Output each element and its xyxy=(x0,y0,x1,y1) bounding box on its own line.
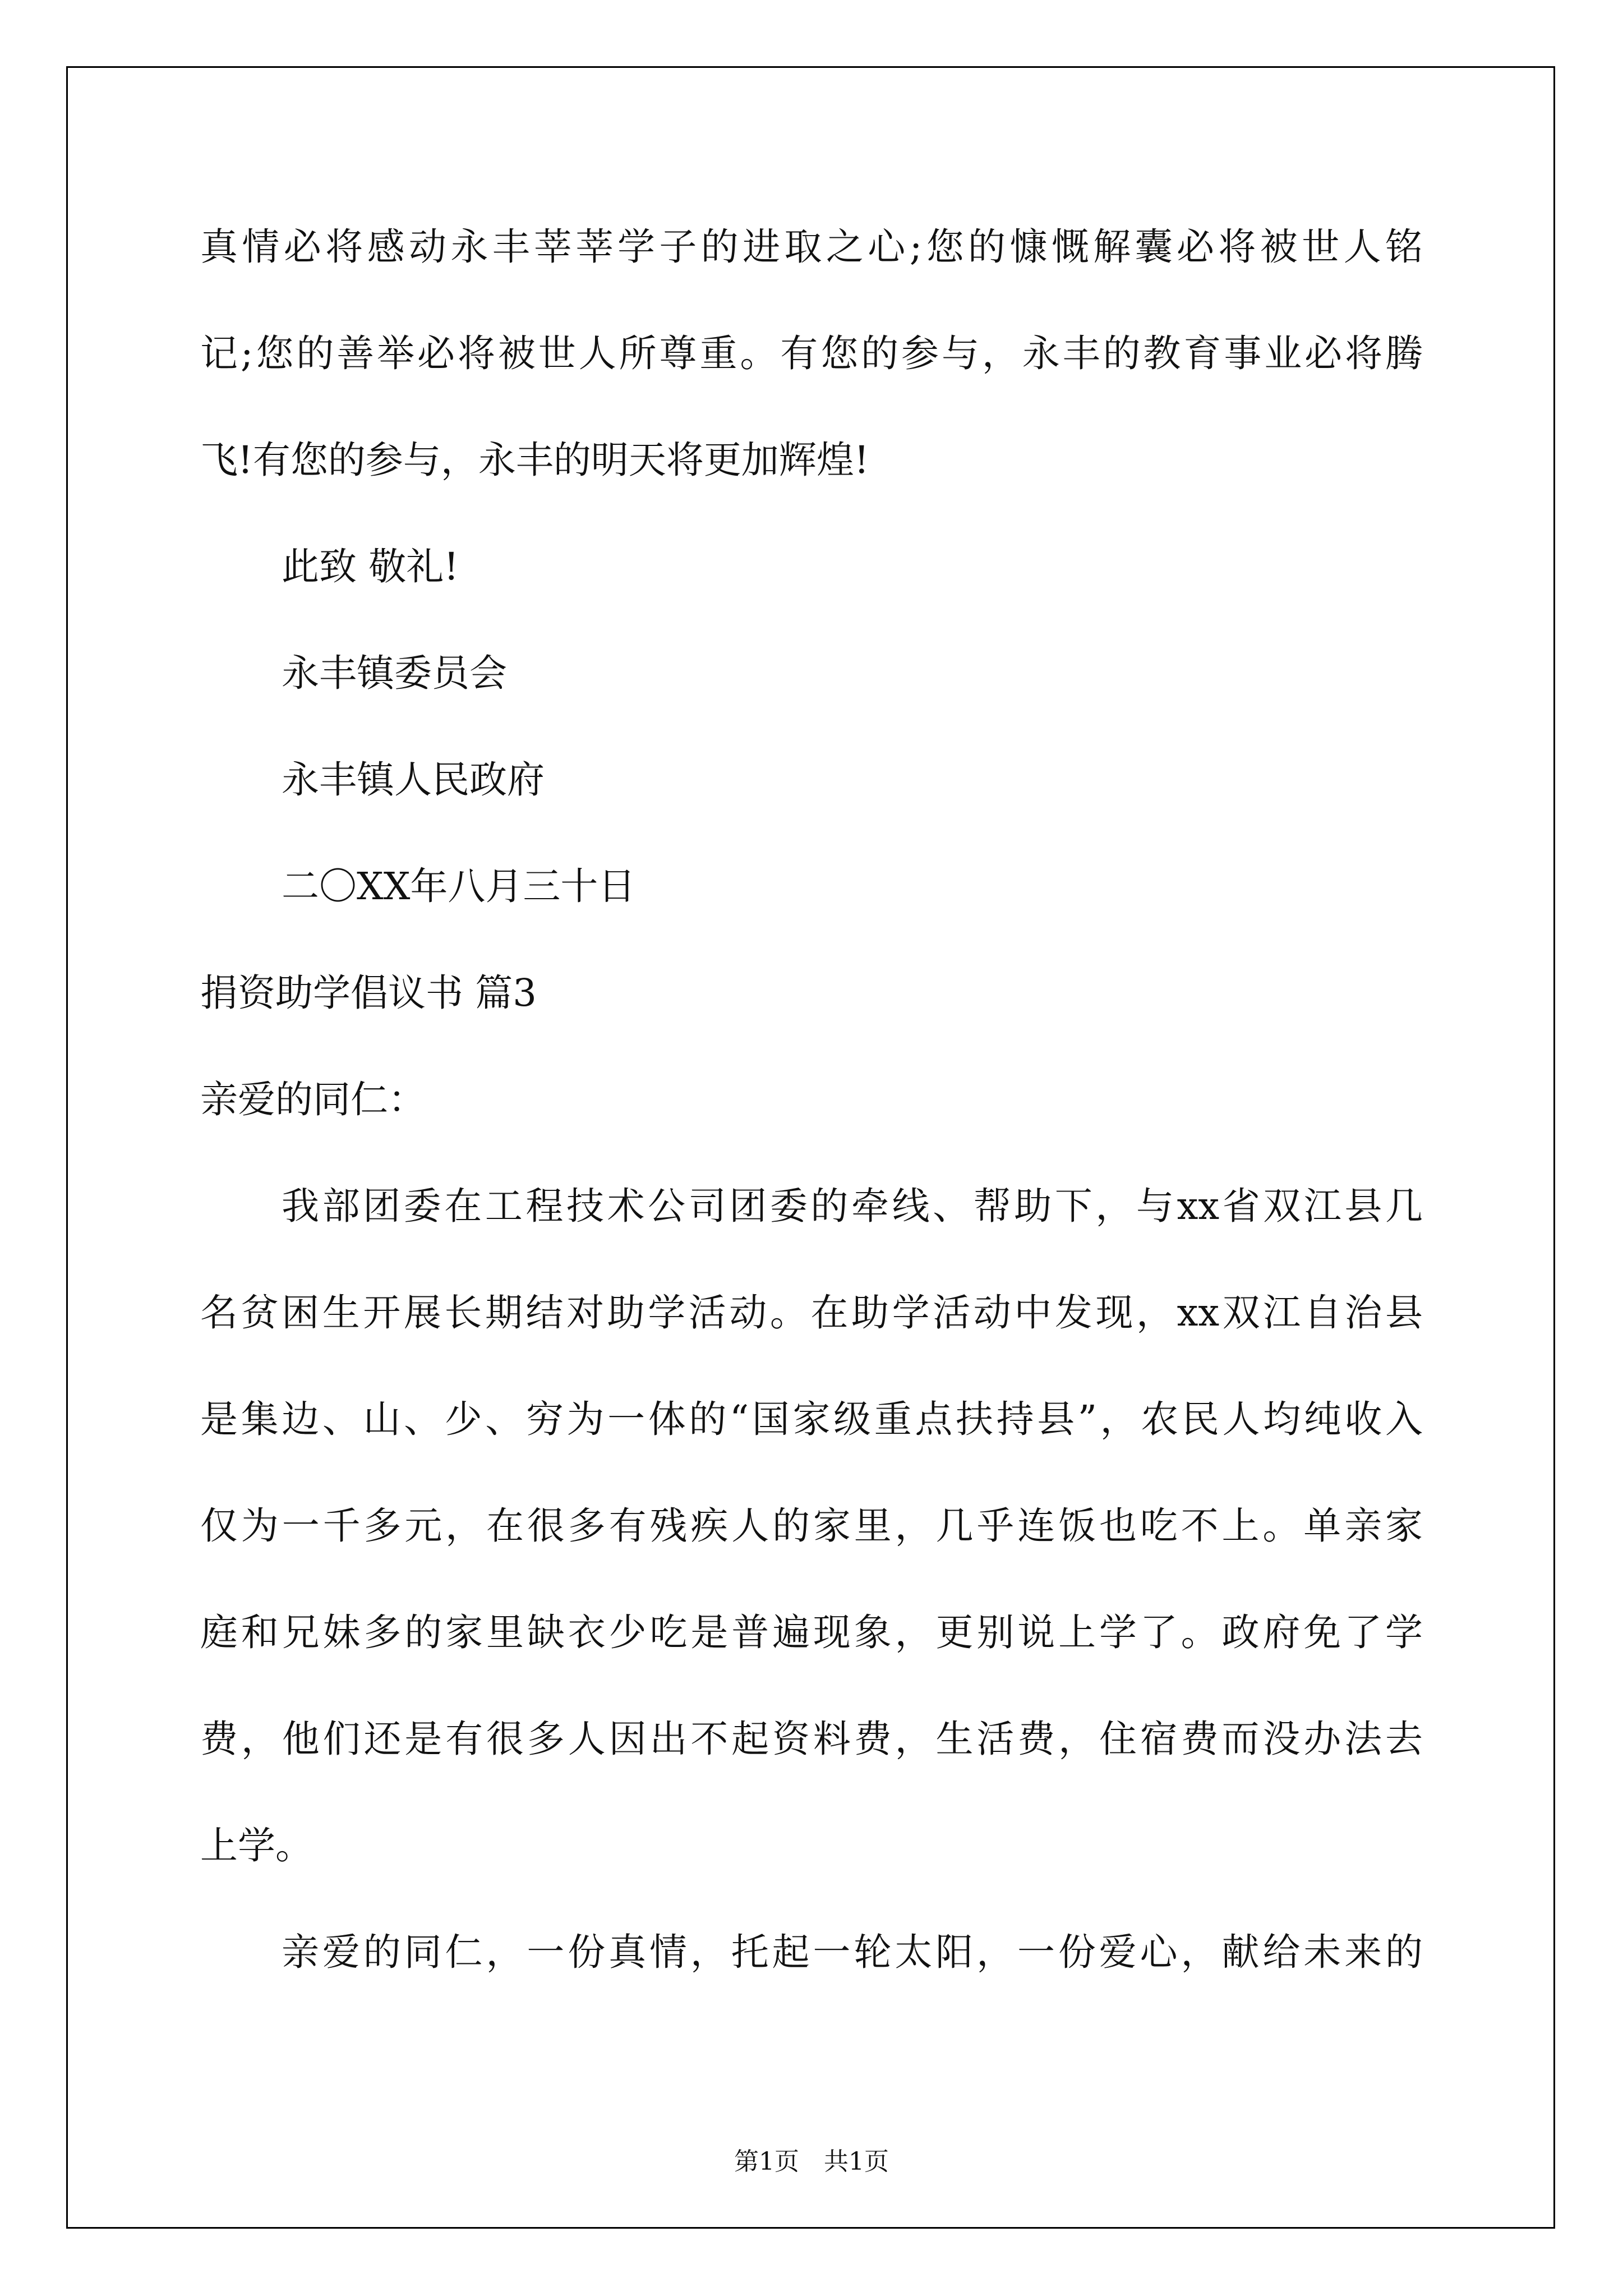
text-line-17: 亲爱的同仁，一份真情，托起一轮太阳，一份爱心，献给未来的 xyxy=(282,1930,1423,1974)
text-line-2: 记;您的善举必将被世人所尊重。有您的参与，永丰的教育事业必将腾 xyxy=(200,332,1423,375)
greeting: 亲爱的同仁： xyxy=(200,1078,426,1121)
text-line-10: 我部团委在工程技术公司团委的牵线、帮助下，与xx省双江县几 xyxy=(282,1184,1423,1228)
text-line-1: 真情必将感动永丰莘莘学子的进取之心;您的慷慨解囊必将被世人铭 xyxy=(200,225,1423,269)
section-heading: 捐资助学倡议书 篇3 xyxy=(200,971,537,1015)
closing-salutation: 此致 敬礼! xyxy=(282,545,459,588)
text-line-3: 飞!有您的参与，永丰的明天将更加辉煌! xyxy=(200,438,869,482)
text-line-12: 是集边、山、少、穷为一体的“国家级重点扶持县”，农民人均纯收入 xyxy=(200,1397,1423,1441)
letter-date: 二〇XX年八月三十日 xyxy=(282,864,636,908)
page-footer: 第1页 共1页 xyxy=(734,2147,889,2176)
signature-committee: 永丰镇委员会 xyxy=(282,651,507,695)
text-line-16: 上学。 xyxy=(200,1824,313,1867)
text-line-14: 庭和兄妹多的家里缺衣少吃是普遍现象，更别说上学了。政府免了学 xyxy=(200,1611,1423,1654)
signature-government: 永丰镇人民政府 xyxy=(282,758,545,802)
page-border xyxy=(66,66,1555,2229)
text-line-15: 费，他们还是有很多人因出不起资料费，生活费，住宿费而没办法去 xyxy=(200,1717,1423,1761)
text-line-11: 名贫困生开展长期结对助学活动。在助学活动中发现，xx双江自治县 xyxy=(200,1291,1423,1335)
text-line-13: 仅为一千多元，在很多有残疾人的家里，几乎连饭也吃不上。单亲家 xyxy=(200,1504,1423,1548)
